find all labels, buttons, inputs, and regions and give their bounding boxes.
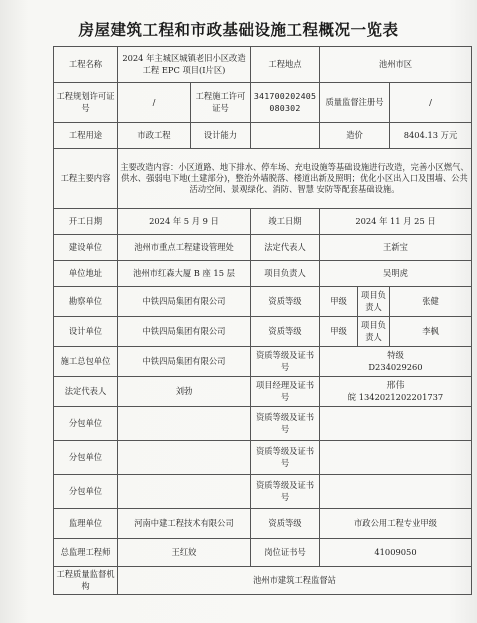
project-name-value: 2024 年主城区城镇老旧小区改造工程 EPC 项目(Ⅰ片区) bbox=[118, 47, 251, 83]
sub1-value bbox=[118, 407, 251, 441]
row-sub1 bbox=[54, 407, 472, 441]
address-label: 单位地址 bbox=[54, 261, 118, 287]
survey-pm-value: 张健 bbox=[390, 287, 472, 317]
design-grade-value: 甲级 bbox=[320, 317, 358, 347]
capacity-label: 设计能力 bbox=[191, 123, 251, 149]
design-pm-label: 项目负责人 bbox=[358, 317, 390, 347]
project-name-label: 工程名称 bbox=[54, 47, 118, 83]
address-value: 池州市红森大厦 B 座 15 层 bbox=[118, 261, 251, 287]
qsa-value: 池州市建筑工程监督站 bbox=[118, 567, 472, 595]
qsa-label: 工程质量监督机构 bbox=[54, 567, 118, 595]
row-project-name bbox=[54, 47, 472, 83]
pmgr-cert: 皖 1342021202201737 bbox=[347, 391, 444, 402]
gc-qual-value bbox=[320, 347, 472, 377]
sub3-label: 分包单位 bbox=[54, 475, 118, 509]
gc-value: 中铁四局集团有限公司 bbox=[118, 347, 251, 377]
row-supervisor bbox=[54, 509, 472, 539]
sub2-label: 分包单位 bbox=[54, 441, 118, 475]
sub3-qual-value bbox=[320, 475, 472, 509]
plan-permit-label: 工程规划许可证号 bbox=[54, 83, 118, 123]
survey-grade-value: 甲级 bbox=[320, 287, 358, 317]
row-sub2 bbox=[54, 441, 472, 475]
supervisor-label: 监理单位 bbox=[54, 509, 118, 539]
row-dates bbox=[54, 209, 472, 235]
construction-permit-label: 工程施工许可证号 bbox=[191, 83, 251, 123]
post-cert-value: 41009050 bbox=[320, 539, 472, 567]
row-usage bbox=[54, 123, 472, 149]
row-general-contractor bbox=[54, 347, 472, 377]
chief-value: 王红姣 bbox=[118, 539, 251, 567]
complete-date-label: 竣工日期 bbox=[251, 209, 320, 235]
pm-label: 项目负责人 bbox=[251, 261, 320, 287]
quality-reg-label: 质量监督注册号 bbox=[320, 83, 390, 123]
chief-label: 总监理工程师 bbox=[54, 539, 118, 567]
supervisor-qual-label: 资质等级 bbox=[251, 509, 320, 539]
sub2-qual-value bbox=[320, 441, 472, 475]
location-value: 池州市区 bbox=[320, 47, 472, 83]
quality-reg-value: / bbox=[390, 83, 472, 123]
usage-label: 工程用途 bbox=[54, 123, 118, 149]
row-chief-supervisor bbox=[54, 539, 472, 567]
content-value: 主要改造内容：小区道路、地下排水、停车场、充电设施等基础设施进行改造，完善小区燃气、供水、强弱电下地(土建部分)，整治外墙脱落、楼道出新及照明；优化小区出入口及围墙、公共活动空间、景观绿化、消防、智慧 安防等配套基础设施。 bbox=[118, 149, 472, 209]
capacity-value bbox=[251, 123, 320, 149]
sub2-qual-label: 资质等级及证书号 bbox=[251, 441, 320, 475]
project-overview-table bbox=[53, 46, 472, 595]
sub1-qual-label: 资质等级及证书号 bbox=[251, 407, 320, 441]
row-survey bbox=[54, 287, 472, 317]
design-pm-value: 李枫 bbox=[390, 317, 472, 347]
design-value: 中铁四局集团有限公司 bbox=[118, 317, 251, 347]
plan-permit-value: / bbox=[118, 83, 191, 123]
sub1-label: 分包单位 bbox=[54, 407, 118, 441]
start-date-label: 开工日期 bbox=[54, 209, 118, 235]
gc-cert: D234029260 bbox=[368, 361, 423, 372]
row-sub3 bbox=[54, 475, 472, 509]
survey-pm-label: 项目负责人 bbox=[358, 287, 390, 317]
design-qual-label: 资质等级 bbox=[251, 317, 320, 347]
row-permits bbox=[54, 83, 472, 123]
survey-label: 勘察单位 bbox=[54, 287, 118, 317]
cost-label: 造价 bbox=[320, 123, 390, 149]
content-label: 工程主要内容 bbox=[54, 149, 118, 209]
location-label: 工程地点 bbox=[251, 47, 320, 83]
supervisor-grade-value: 市政公用工程专业甲级 bbox=[320, 509, 472, 539]
post-cert-label: 岗位证书号 bbox=[251, 539, 320, 567]
gc-legal-value: 刘勃 bbox=[118, 377, 251, 407]
construction-permit-value: 341700202405080302 bbox=[251, 83, 320, 123]
supervisor-value: 河南中建工程技术有限公司 bbox=[118, 509, 251, 539]
legal-rep-label: 法定代表人 bbox=[251, 235, 320, 261]
row-quality-agency bbox=[54, 567, 472, 595]
row-gc-legal bbox=[54, 377, 472, 407]
document-title: 房屋建筑工程和市政基础设施工程概况一览表 bbox=[78, 21, 399, 39]
sub2-value bbox=[118, 441, 251, 475]
sub3-qual-label: 资质等级及证书号 bbox=[251, 475, 320, 509]
pmgr-value bbox=[320, 377, 472, 407]
gc-grade: 特级 bbox=[387, 350, 404, 361]
pmgr-name: 邢伟 bbox=[386, 380, 405, 391]
gc-qual-label: 资质等级及证书号 bbox=[251, 347, 320, 377]
sub1-qual-value bbox=[320, 407, 472, 441]
owner-label: 建设单位 bbox=[54, 235, 118, 261]
gc-legal-label: 法定代表人 bbox=[54, 377, 118, 407]
owner-value: 池州市重点工程建设管理处 bbox=[118, 235, 251, 261]
legal-rep-value: 王新宝 bbox=[320, 235, 472, 261]
start-date-value: 2024 年 5 月 9 日 bbox=[118, 209, 251, 235]
gc-label: 施工总包单位 bbox=[54, 347, 118, 377]
pmgr-label: 项目经理及证书号 bbox=[251, 377, 320, 407]
sub3-value bbox=[118, 475, 251, 509]
usage-value: 市政工程 bbox=[118, 123, 191, 149]
row-content bbox=[54, 149, 472, 209]
design-label: 设计单位 bbox=[54, 317, 118, 347]
survey-qual-label: 资质等级 bbox=[251, 287, 320, 317]
row-design bbox=[54, 317, 472, 347]
pm-value: 吴明虎 bbox=[320, 261, 472, 287]
complete-date-value: 2024 年 11 月 25 日 bbox=[320, 209, 472, 235]
row-owner bbox=[54, 235, 472, 261]
row-address bbox=[54, 261, 472, 287]
survey-value: 中铁四局集团有限公司 bbox=[118, 287, 251, 317]
cost-value: 8404.13 万元 bbox=[390, 123, 472, 149]
